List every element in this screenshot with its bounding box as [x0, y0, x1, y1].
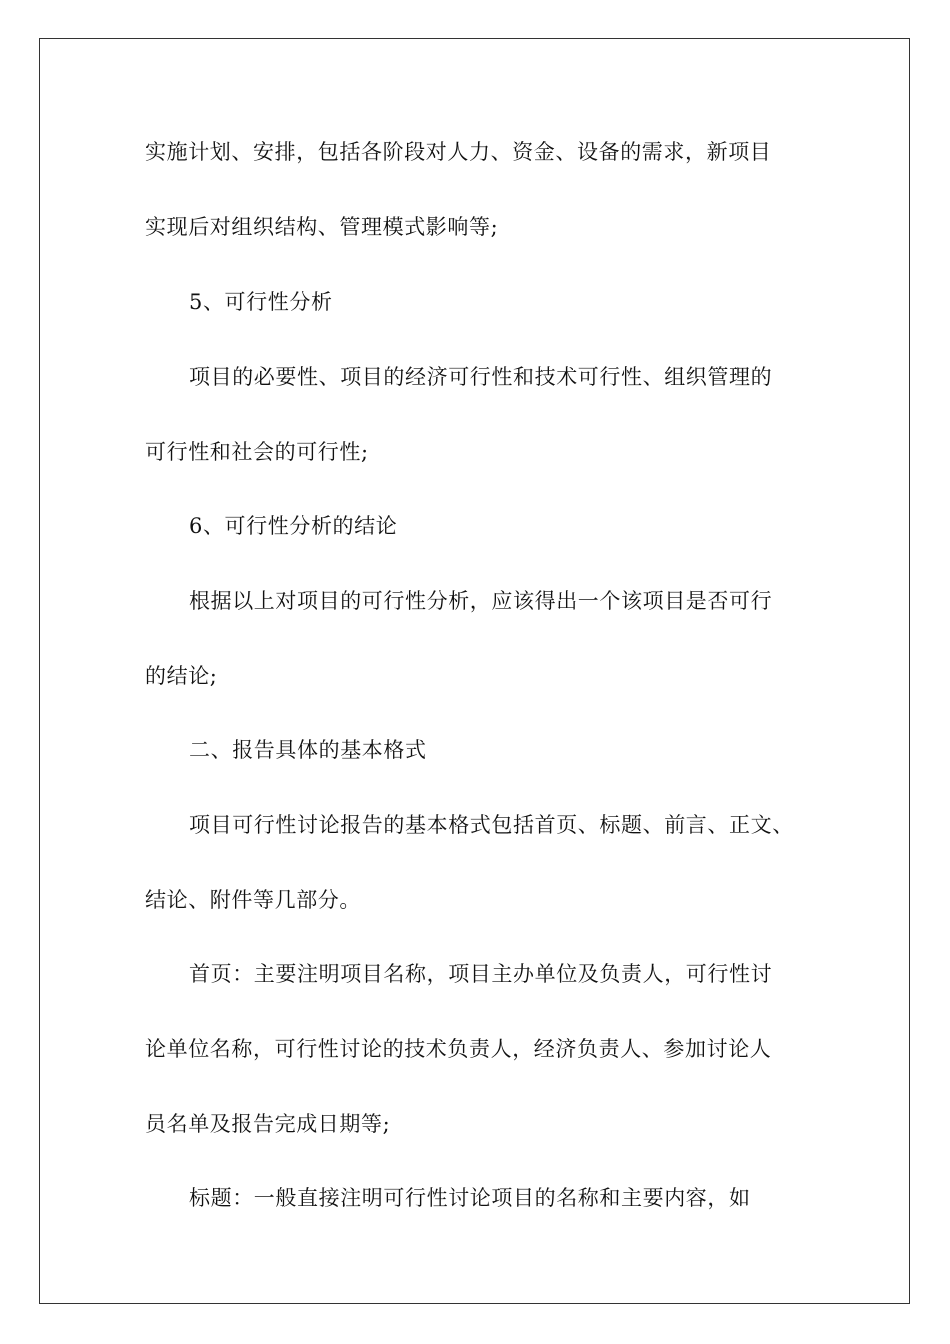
heading-feasibility-conclusion: 6、可行性分析的结论 — [189, 514, 398, 538]
heading-feasibility-analysis: 5、可行性分析 — [189, 290, 333, 314]
heading-report-format: 二、报告具体的基本格式 — [189, 738, 427, 762]
text-line-14: 员名单及报告完成日期等; — [145, 1112, 391, 1136]
text-line-7: 根据以上对项目的可行性分析，应该得出一个该项目是否可行 — [189, 589, 773, 613]
text-line-10: 项目可行性讨论报告的基本格式包括首页、标题、前言、正文、 — [189, 813, 794, 837]
text-line-2: 实现后对组织结构、管理模式影响等; — [145, 215, 499, 239]
text-line-11: 结论、附件等几部分。 — [145, 888, 361, 912]
text-line-5: 可行性和社会的可行性; — [145, 440, 369, 464]
text-line-15: 标题：一般直接注明可行性讨论项目的名称和主要内容，如 — [189, 1186, 751, 1210]
text-line-1: 实施计划、安排，包括各阶段对人力、资金、设备的需求，新项目 — [145, 140, 772, 164]
text-line-13: 论单位名称，可行性讨论的技术负责人，经济负责人、参加讨论人 — [145, 1037, 772, 1061]
text-line-8: 的结论; — [145, 664, 218, 688]
text-line-12: 首页：主要注明项目名称，项目主办单位及负责人，可行性讨 — [189, 962, 773, 986]
text-line-4: 项目的必要性、项目的经济可行性和技术可行性、组织管理的 — [189, 365, 773, 389]
